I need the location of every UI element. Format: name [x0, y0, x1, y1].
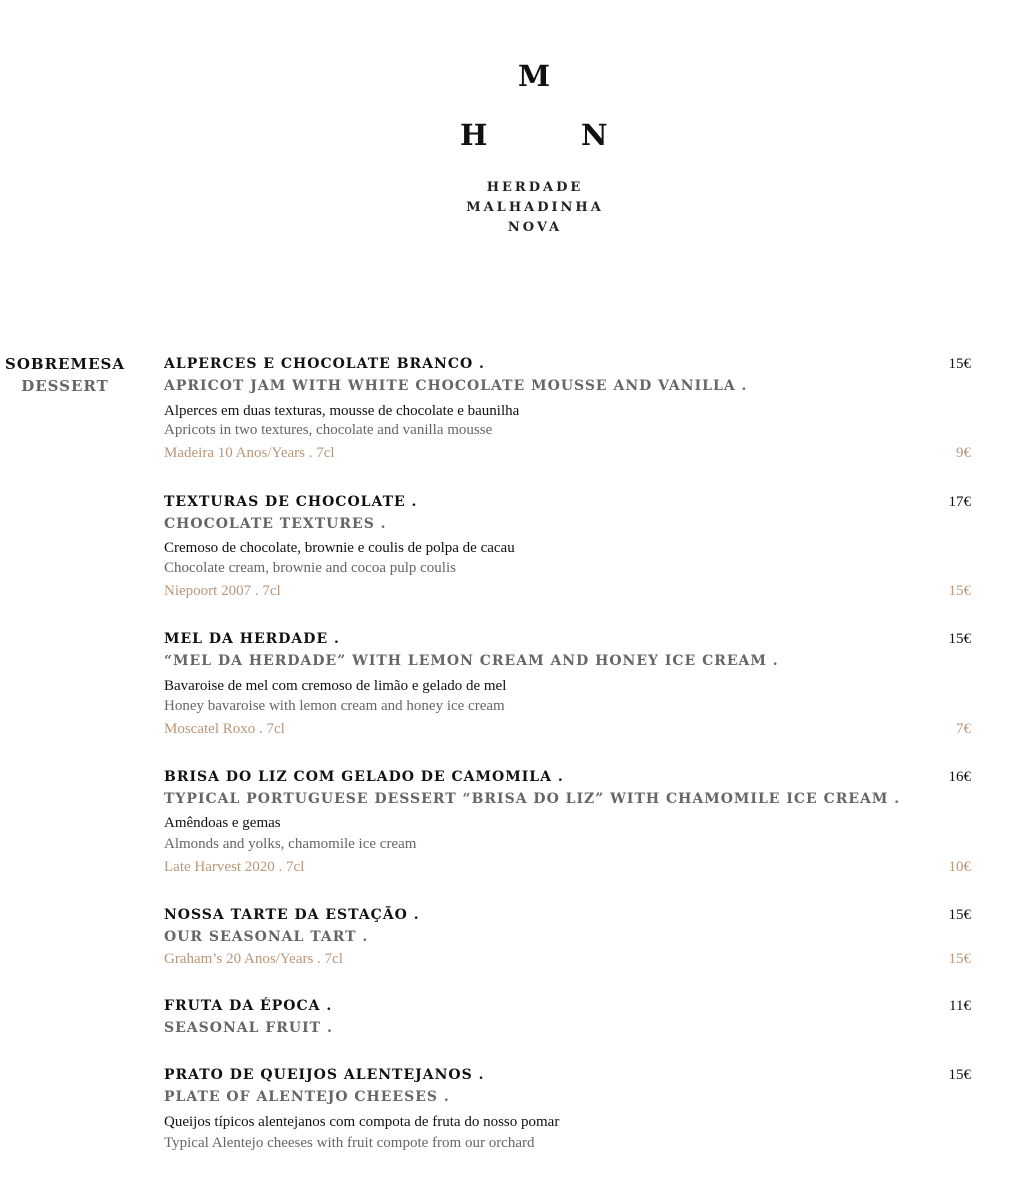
wine-pairing-price: 10€: [948, 859, 971, 875]
item-description-pt: Cremoso de chocolate, brownie e coulis de polpa de cacau: [164, 540, 515, 556]
wine-pairing: Graham’s 20 Anos/Years . 7cl: [164, 951, 343, 967]
item-description-en: Almonds and yolks, chamomile ice cream: [164, 836, 417, 852]
item-name-en: OUR SEASONAL TART .: [164, 929, 369, 945]
item-description-pt: Alperces em duas texturas, mousse de chocolate e baunilha: [164, 403, 520, 419]
wine-pairing: Madeira 10 Anos/Years . 7cl: [164, 445, 335, 461]
logo-text-line-3: NOVA: [507, 220, 563, 235]
wine-pairing: Late Harvest 2020 . 7cl: [164, 859, 305, 875]
item-name-pt: BRISA DO LIZ COM GELADO DE CAMOMILA .: [164, 769, 564, 785]
item-name-pt: PRATO DE QUEIJOS ALENTEJANOS .: [164, 1067, 485, 1083]
section-title-en: DESSERT: [21, 377, 109, 395]
item-name-en: “MEL DA HERDADE” WITH LEMON CREAM AND HONEY ICE CREAM .: [164, 653, 779, 669]
logo-monogram-n: N: [581, 118, 608, 152]
item-name-en: TYPICAL PORTUGUESE DESSERT “BRISA DO LIZ” WITH CHAMOMILE ICE CREAM .: [164, 791, 901, 807]
item-name-en: CHOCOLATE TEXTURES .: [164, 516, 387, 532]
wine-pairing-price: 9€: [956, 445, 971, 461]
section-heading: [0, 353, 130, 397]
item-description-pt: Bavaroise de mel com cremoso de limão e gelado de mel: [164, 678, 507, 694]
item-price: 15€: [948, 1067, 971, 1083]
section-title-pt: SOBREMESA: [5, 355, 125, 373]
item-name-en: SEASONAL FRUIT .: [164, 1020, 333, 1036]
item-name-en: PLATE OF ALENTEJO CHEESES .: [164, 1089, 450, 1105]
item-name-pt: ALPERCES E CHOCOLATE BRANCO .: [164, 356, 485, 372]
item-price: 15€: [948, 907, 971, 923]
item-price: 15€: [948, 631, 971, 647]
item-name-pt: TEXTURAS DE CHOCOLATE .: [164, 494, 418, 510]
wine-pairing-price: 15€: [948, 583, 971, 599]
item-name-pt: FRUTA DA ÉPOCA .: [164, 998, 333, 1014]
item-description-en: Chocolate cream, brownie and cocoa pulp coulis: [164, 560, 456, 576]
item-price: 11€: [949, 998, 971, 1014]
item-name-pt: NOSSA TARTE DA ESTAÇÃO .: [164, 907, 420, 923]
item-description-en: Typical Alentejo cheeses with fruit compote from our orchard: [164, 1135, 535, 1151]
item-price: 15€: [948, 356, 971, 372]
wine-pairing: Moscatel Roxo . 7cl: [164, 721, 285, 737]
item-price: 17€: [948, 494, 971, 510]
menu-items: [164, 0, 974, 1200]
item-name-pt: MEL DA HERDADE .: [164, 631, 340, 647]
item-description-pt: Amêndoas e gemas: [164, 815, 281, 831]
item-price: 16€: [948, 769, 971, 785]
logo-monogram-h: H: [460, 118, 488, 152]
item-name-en: APRICOT JAM WITH WHITE CHOCOLATE MOUSSE AND VANILLA .: [164, 378, 748, 394]
wine-pairing: Niepoort 2007 . 7cl: [164, 583, 281, 599]
logo-monogram-m: M: [518, 59, 551, 93]
item-description-en: Honey bavaroise with lemon cream and honey ice cream: [164, 698, 505, 714]
item-description-pt: Queijos típicos alentejanos com compota de fruta do nosso pomar: [164, 1114, 560, 1130]
logo-text-line-2: MALHADINHA: [466, 200, 604, 215]
logo-text-line-1: HERDADE: [486, 180, 584, 195]
wine-pairing-price: 7€: [956, 721, 971, 737]
item-description-en: Apricots in two textures, chocolate and vanilla mousse: [164, 422, 493, 438]
wine-pairing-price: 15€: [948, 951, 971, 967]
